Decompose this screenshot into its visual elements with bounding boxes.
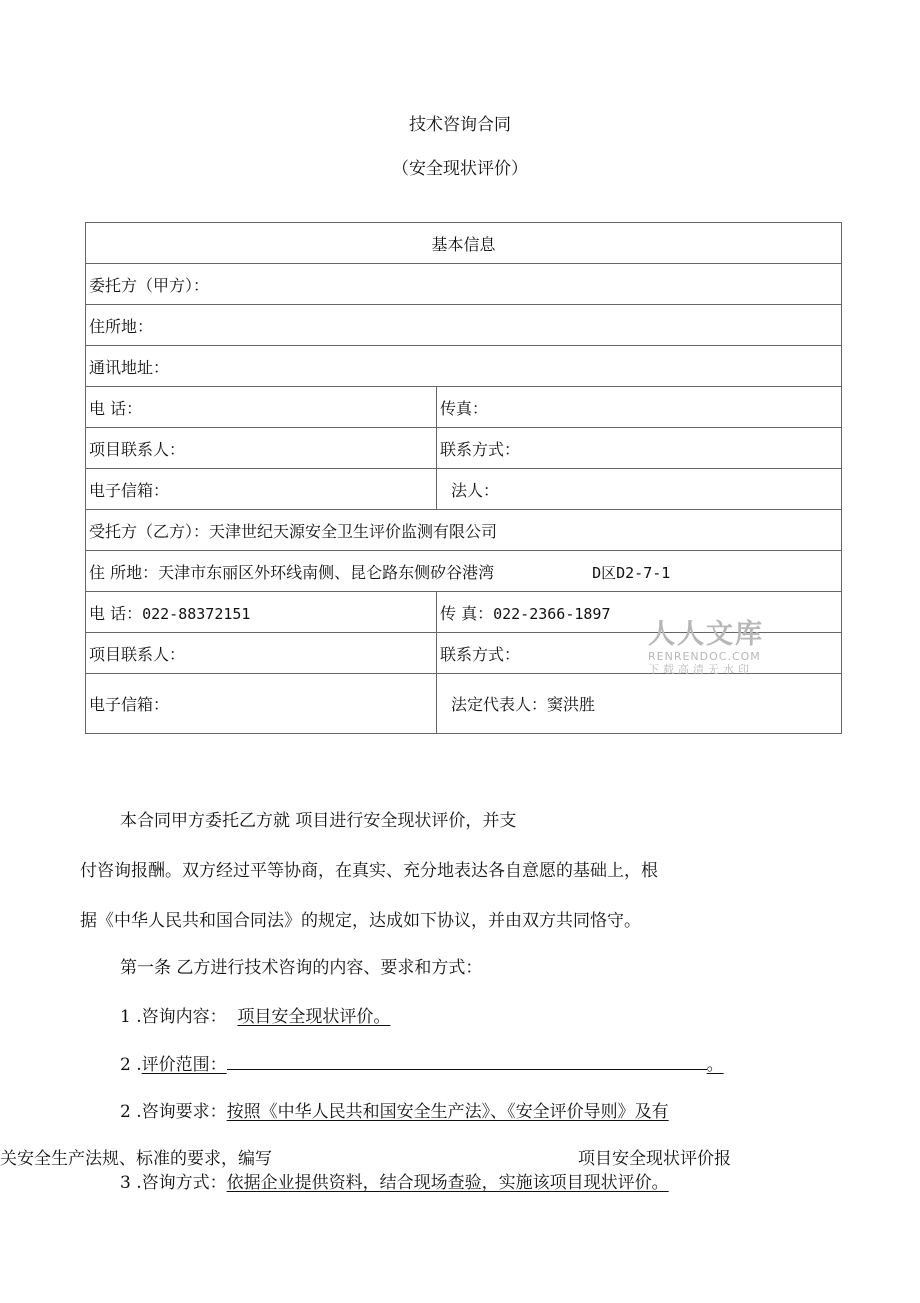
party-a-contact: 项目联系人： (86, 428, 437, 469)
item-end: 。 (706, 1055, 724, 1075)
item-consulting-requirements (120, 1097, 669, 1122)
table-row (86, 305, 842, 346)
party-b-contact: 项目联系人： (86, 633, 437, 674)
item-number: 2 . (120, 1102, 142, 1122)
party-a-mailing-address: 通讯地址： (86, 346, 842, 387)
party-b-email: 电子信箱： (86, 674, 437, 734)
contract-title: 技术咨询合同 (409, 115, 511, 135)
table-row (86, 551, 842, 592)
party-a-fax: 传真： (437, 387, 842, 428)
item-requirements-continuation (0, 1144, 731, 1169)
item-value: 依据企业提供资料，结合现场查验，实施该项目现状评价。 (226, 1173, 669, 1193)
table-row (86, 223, 842, 264)
party-b-legal-representative: 法定代表人：窦洪胜 (437, 674, 842, 734)
table-row (86, 469, 842, 510)
paragraph-line-2: 付咨询报酬。双方经过平等协商，在真实、充分地表达各自意愿的基础上，根 (80, 861, 658, 881)
table-row (86, 346, 842, 387)
blank-fill-line (227, 1051, 707, 1070)
item-label: 咨询要求： (141, 1102, 227, 1122)
table-row (86, 387, 842, 428)
article-one-heading: 第一条 乙方进行技术咨询的内容、要求和方式： (120, 958, 483, 978)
party-b-address-cell (86, 551, 842, 592)
item-number: 2 . (120, 1055, 142, 1075)
table-row (86, 264, 842, 305)
watermark (648, 621, 773, 675)
paragraph-line-1: 本合同甲方委托乙方就 项目进行安全现状评价，并支 (120, 811, 517, 831)
item-value: 按照《中华人民共和国安全生产法》、《安全评价导则》及有 (226, 1102, 669, 1122)
watermark-note: 下载高清无水印 (648, 663, 753, 676)
item-label: 评价范围： (141, 1055, 227, 1075)
table-row (86, 510, 842, 551)
party-b-fax-value: 022-2366-1897 (493, 604, 611, 623)
party-b-label: 受托方（乙方）：天津世纪天源安全卫生评价监测有限公司 (86, 510, 842, 551)
party-a-address: 住所地： (86, 305, 842, 346)
item-number: 3 . (120, 1173, 142, 1193)
watermark-brand: 人人文库 (648, 619, 764, 650)
paragraph-line-3: 据《中华人民共和国合同法》的规定，达成如下协议，并由双方共同恪守。 (80, 911, 641, 931)
contract-subtitle: （安全现状评价） (392, 159, 528, 179)
party-b-phone-cell (86, 592, 437, 633)
item-value: 项目安全现状评价。 (237, 1007, 391, 1027)
item-evaluation-scope (120, 1050, 724, 1075)
item-consulting-method (120, 1168, 669, 1193)
continuation-text-a: 关安全生产法规、标准的要求，编写 (0, 1149, 272, 1169)
party-a-phone: 电 话： (86, 387, 437, 428)
party-b-address: 住 所地：天津市东丽区外环线南侧、昆仑路东侧矽谷港湾 (89, 562, 495, 582)
party-b-contact-method: 联系方式： (437, 633, 842, 674)
party-b-phone-value: 022-88372151 (142, 604, 251, 623)
party-a-label: 委托方（甲方）： (86, 264, 842, 305)
continuation-text-b: 项目安全现状评价报 (578, 1149, 731, 1169)
party-b-address-suffix: D区D2-7-1 (592, 563, 671, 582)
party-a-email: 电子信箱： (86, 469, 437, 510)
table-heading: 基本信息 (86, 223, 842, 264)
watermark-site: RENRENDOC.COM (648, 650, 761, 663)
party-b-phone-label: 电 话： (89, 603, 143, 623)
item-consulting-content (120, 1002, 390, 1027)
party-a-legal-person: 法人： (437, 469, 842, 510)
table-row (86, 428, 842, 469)
item-number: 1 . (120, 1007, 142, 1027)
item-label: 咨询内容： (141, 1007, 227, 1027)
party-b-fax-cell (437, 592, 842, 633)
table-row (86, 674, 842, 734)
party-b-fax-label: 传 真： (440, 603, 494, 623)
party-a-contact-method: 联系方式： (437, 428, 842, 469)
item-label: 咨询方式： (141, 1173, 227, 1193)
